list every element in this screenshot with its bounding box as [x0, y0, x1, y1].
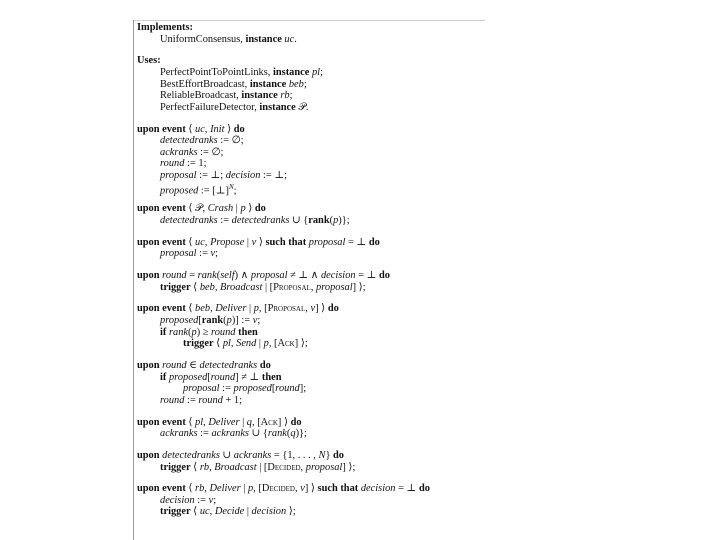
algorithm-block: [137, 270, 487, 293]
left-rule: [133, 20, 134, 540]
algorithm-line: round := round + 1;: [160, 394, 242, 406]
algorithm-line: ReliableBroadcast, instance rb;: [160, 90, 293, 102]
algorithm-line: upon round ∈ detectedranks do: [137, 359, 271, 371]
top-rule: [133, 20, 485, 21]
algorithm-block: [137, 203, 487, 226]
algorithm-block: [137, 450, 487, 473]
algorithm-line: trigger ⟨ rb, Broadcast | [Decided, proposal] ⟩;: [160, 461, 356, 473]
algorithm-line: ackranks := ackranks ∪ {rank(q)};: [160, 428, 307, 440]
algorithm-listing: [137, 22, 487, 528]
algorithm-line: upon event ⟨ rb, Deliver | p, [Decided, v] ⟩ such that decision = ⊥ do: [137, 483, 430, 495]
algorithm-line: if rank(p) ≥ round then: [160, 326, 258, 338]
algorithm-line: trigger ⟨ uc, Decide | decision ⟩;: [160, 506, 296, 518]
algorithm-line: upon round = rank(self) ∧ proposal ≠ ⊥ ∧ decision = ⊥ do: [137, 270, 391, 282]
algorithm-block: [137, 417, 487, 440]
algorithm-block: [137, 124, 487, 194]
algorithm-line: Implements:: [137, 22, 193, 33]
algorithm-line: trigger ⟨ beb, Broadcast | [Proposal, proposal] ⟩;: [160, 281, 366, 293]
algorithm-line: ackranks := ∅;: [160, 146, 224, 158]
algorithm-line: proposal := ⊥; decision := ⊥;: [160, 169, 288, 181]
algorithm-line: decision := v;: [160, 494, 217, 506]
algorithm-line: trigger ⟨ pl, Send | p, [Ack] ⟩;: [183, 338, 308, 350]
algorithm-line: upon event ⟨ 𝒫, Crash | p ⟩ do: [137, 203, 266, 215]
algorithm-line: if proposed[round] ≠ ⊥ then: [160, 371, 282, 383]
algorithm-line: detectedranks := ∅;: [160, 135, 244, 147]
algorithm-line: proposal := v;: [160, 248, 219, 260]
algorithm-line: detectedranks := detectedranks ∪ {rank(p)};: [160, 214, 350, 226]
algorithm-line: Uses:: [137, 55, 161, 67]
algorithm-line: upon detectedranks ∪ ackranks = {1, . . . , N} do: [137, 449, 345, 461]
algorithm-line: PerfectPointToPointLinks, instance pl;: [160, 66, 323, 78]
algorithm-block: [137, 22, 487, 45]
algorithm-line: upon event ⟨ beb, Deliver | p, [Proposal, v] ⟩ do: [137, 303, 339, 315]
algorithm-block: [137, 237, 487, 260]
algorithm-line: PerfectFailureDetector, instance 𝒫.: [160, 101, 309, 113]
algorithm-block: [137, 55, 487, 113]
algorithm-line: proposed := [⊥]$^N$;: [160, 182, 237, 196]
algorithm-line: upon event ⟨ uc, Init ⟩ do: [137, 123, 245, 135]
algorithm-line: BestEffortBroadcast, instance beb;: [160, 78, 307, 90]
algorithm-line: upon event ⟨ uc, Propose | v ⟩ such that proposal = ⊥ do: [137, 236, 380, 248]
algorithm-line: UniformConsensus, instance uc.: [160, 33, 297, 45]
algorithm-line: round := 1;: [160, 158, 207, 170]
algorithm-block: [137, 360, 487, 406]
algorithm-block: [137, 303, 487, 349]
algorithm-line: proposed[rank(p)] := v;: [160, 315, 261, 326]
algorithm-block: [137, 483, 487, 518]
algorithm-line: upon event ⟨ pl, Deliver | q, [Ack] ⟩ do: [137, 416, 302, 428]
algorithm-line: proposal := proposed[round];: [183, 383, 307, 395]
